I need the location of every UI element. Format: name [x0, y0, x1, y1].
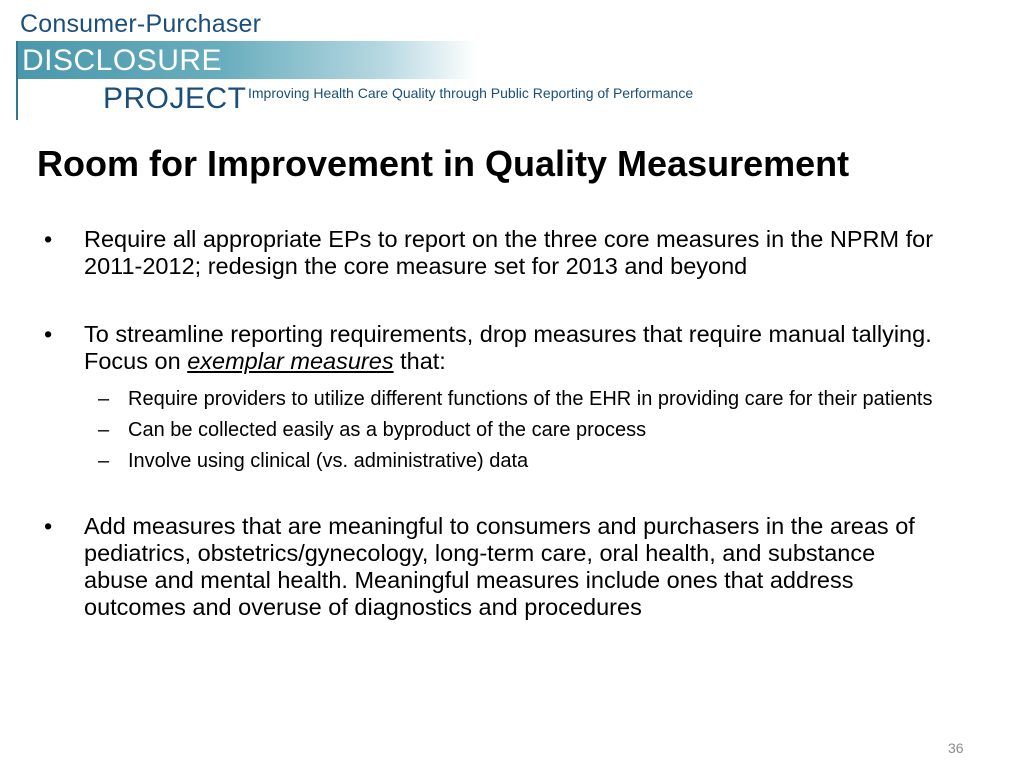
sub-text: Can be collected easily as a byproduct of the care process: [128, 419, 647, 441]
bullet-text: Add measures that are meaningful to consumers and purchasers in the areas of pediatrics, obstetrics/gynecology, long-term care, oral health, and substance abuse and mental health. Meaningful measures include ones that address outcomes and overuse of diagnostics and procedures: [84, 513, 915, 620]
bullet-text: To streamline reporting requirements, drop measures that require manual tallying. Focus on: [84, 321, 932, 374]
sub-marker: –: [98, 450, 110, 472]
bullet-text: Require all appropriate EPs to report on the three core measures in the NPRM for 2011-2012; redesign the core measure set for 2013 and beyond: [84, 226, 934, 279]
logo-disclosure: DISCLOSURE: [22, 44, 223, 77]
sub-item: [84, 449, 940, 473]
slide-content: [40, 226, 940, 621]
sub-marker: –: [98, 419, 110, 441]
bullet-marker: •: [44, 513, 53, 539]
slide-title: Room for Improvement in Quality Measurement: [37, 143, 850, 184]
bullet-marker: •: [44, 321, 53, 347]
sub-text: Involve using clinical (vs. administrative) data: [128, 450, 529, 472]
logo-project: PROJECT: [103, 82, 247, 115]
bullet-item: [40, 321, 940, 473]
logo: [0, 0, 760, 125]
bullet-marker: •: [44, 226, 53, 252]
page-number: 36: [948, 740, 964, 756]
logo-tagline: Improving Health Care Quality through Public Reporting of Performance: [248, 85, 694, 101]
sub-list: [84, 387, 940, 473]
logo-consumer-purchaser: Consumer-Purchaser: [20, 10, 262, 38]
bullet-item: [40, 513, 940, 621]
sub-item: [84, 418, 940, 442]
emphasis-text: exemplar measures: [187, 348, 394, 374]
sub-item: [84, 387, 940, 411]
sub-marker: –: [98, 388, 110, 410]
bullet-item: [40, 226, 940, 280]
sub-text: Require providers to utilize different functions of the EHR in providing care for their patients: [128, 388, 933, 410]
bullet-text-tail: that:: [393, 348, 446, 374]
